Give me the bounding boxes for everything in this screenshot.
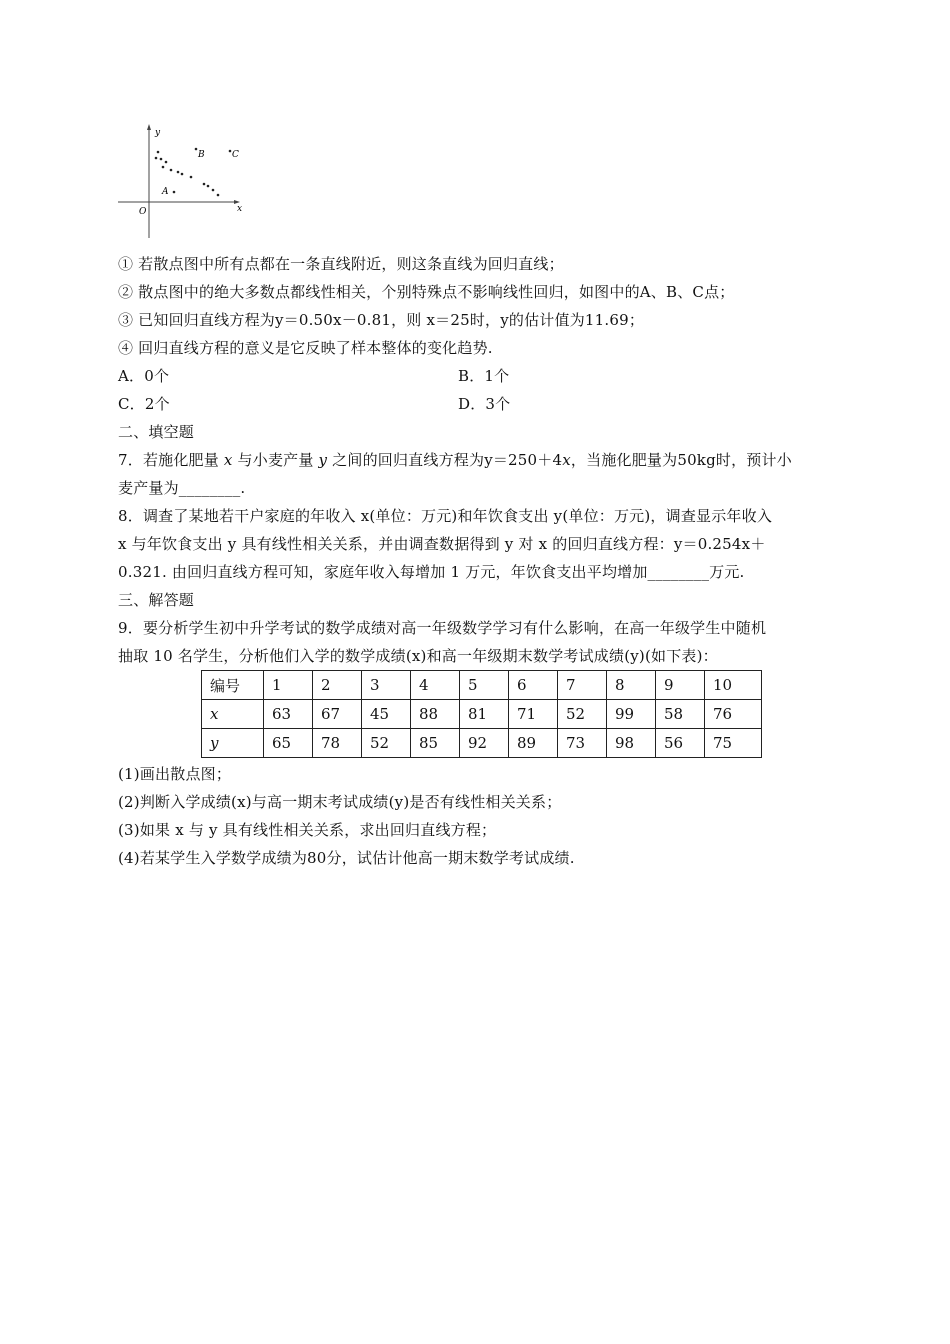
table-cell: 5 — [460, 671, 509, 700]
q7-text: 之间的回归直线方程为y＝250＋4 — [327, 451, 563, 469]
table-cell: 2 — [313, 671, 362, 700]
table-cell: 71 — [509, 700, 558, 729]
scatter-point-b — [195, 148, 198, 151]
q7-text: 与小麦产量 — [232, 451, 319, 469]
table-cell: 73 — [558, 729, 607, 758]
statement-1: ① 若散点图中所有点都在一条直线附近，则这条直线为回归直线； — [118, 255, 564, 273]
statement-2: ② 散点图中的绝大多数点都线性相关，个别特殊点不影响线性回归，如图中的A、B、C点； — [118, 283, 735, 301]
table-cell: 3 — [362, 671, 411, 700]
scatter-point — [217, 194, 220, 197]
point-label-c: C — [232, 150, 239, 160]
table-cell: 89 — [509, 729, 558, 758]
statement-3: ③ 已知回归直线方程为y＝0.50x－0.81，则 x＝25时，y的估计值为11.69； — [118, 311, 645, 329]
scatter-point — [155, 157, 158, 160]
table-row-label-x: x — [202, 700, 264, 729]
table-cell: 56 — [656, 729, 705, 758]
table-cell: 9 — [656, 671, 705, 700]
option-c: C．2个 — [118, 395, 170, 413]
table-cell: 99 — [607, 700, 656, 729]
table-cell: 92 — [460, 729, 509, 758]
table-row-ids — [202, 671, 762, 700]
scatter-point — [170, 169, 173, 172]
table-cell: 76 — [705, 700, 762, 729]
scatter-point — [212, 189, 215, 192]
q8-line-3: 0.321. 由回归直线方程可知，家庭年收入每增加 1 万元，年饮食支出平均增加________万元. — [118, 563, 745, 581]
y-axis-arrow — [147, 124, 151, 130]
q7-var-y: y — [318, 451, 328, 469]
scatter-point — [160, 158, 163, 161]
scatter-point — [162, 166, 165, 169]
scatter-point — [181, 173, 184, 176]
section-fill-in-title: 二、填空题 — [118, 423, 195, 441]
q7-text: ，当施化肥量为50kg时，预计小 — [570, 451, 792, 469]
table-cell: 45 — [362, 700, 411, 729]
q7-line-1 — [118, 446, 843, 474]
y-axis-label: y — [155, 128, 161, 138]
subquestion-1: (1)画出散点图； — [118, 765, 232, 783]
q8-line-1: 8．调查了某地若干户家庭的年收入 x(单位：万元)和年饮食支出 y(单位：万元)，调查显示年收入 — [118, 507, 773, 525]
table-cell: 67 — [313, 700, 362, 729]
table-cell: 85 — [411, 729, 460, 758]
table-cell: 10 — [705, 671, 762, 700]
data-table — [201, 670, 762, 758]
subquestion-2: (2)判断入学成绩(x)与高一期末考试成绩(y)是否有线性相关关系； — [118, 793, 562, 811]
table-cell: 81 — [460, 700, 509, 729]
table-cell: 98 — [607, 729, 656, 758]
table-cell: 78 — [313, 729, 362, 758]
table-cell: 4 — [411, 671, 460, 700]
scatter-point — [165, 161, 168, 164]
origin-label: O — [139, 207, 147, 217]
q7-var-x: x — [562, 451, 571, 469]
subquestion-3: (3)如果 x 与 y 具有线性相关关系，求出回归直线方程； — [118, 821, 497, 839]
option-a: A．0个 — [118, 367, 170, 385]
table-cell: 88 — [411, 700, 460, 729]
table-cell: 75 — [705, 729, 762, 758]
table-cell: 63 — [264, 700, 313, 729]
table-cell: 65 — [264, 729, 313, 758]
scatter-point — [207, 185, 210, 188]
options-row-1 — [118, 362, 843, 390]
table-row-label-y: y — [202, 729, 264, 758]
q7-text: 7．若施化肥量 — [118, 451, 224, 469]
q8-line-2: x 与年饮食支出 y 具有线性相关关系，并由调查数据得到 y 对 x 的回归直线方程：y＝0.254x＋ — [118, 535, 766, 553]
statement-4: ④ 回归直线方程的意义是它反映了样本整体的变化趋势. — [118, 339, 493, 357]
q9-line-2: 抽取 10 名学生，分析他们入学的数学成绩(x)和高一年级期末数学考试成绩(y)(如下表)： — [118, 647, 718, 665]
subquestions — [118, 760, 843, 872]
table-cell: 8 — [607, 671, 656, 700]
scatter-point — [190, 176, 193, 179]
point-label-a: A — [162, 187, 169, 197]
table-cell: 1 — [264, 671, 313, 700]
table-row-x — [202, 700, 762, 729]
q7-line-2: 麦产量为________. — [118, 479, 246, 497]
options-row-2 — [118, 390, 843, 418]
scatter-point — [157, 151, 160, 154]
table-cell: 58 — [656, 700, 705, 729]
subquestion-4: (4)若某学生入学数学成绩为80分，试估计他高一期末数学考试成绩. — [118, 849, 575, 867]
scatter-point — [177, 171, 180, 174]
table-cell: 7 — [558, 671, 607, 700]
table-cell: 6 — [509, 671, 558, 700]
point-label-b: B — [198, 150, 205, 160]
q7-var-x: x — [223, 451, 233, 469]
x-axis-label: x — [237, 204, 243, 214]
scatter-point — [203, 183, 206, 186]
question-body — [118, 250, 843, 670]
table-header-label: 编号 — [202, 671, 264, 700]
section-solve-title: 三、解答题 — [118, 591, 195, 609]
table-cell: 52 — [558, 700, 607, 729]
option-b: B．1个 — [458, 367, 510, 385]
q9-line-1: 9．要分析学生初中升学考试的数学成绩对高一年级数学学习有什么影响，在高一年级学生中随机 — [118, 619, 767, 637]
scatter-point-c — [229, 150, 232, 153]
table-cell: 52 — [362, 729, 411, 758]
scatter-point-a — [173, 191, 176, 194]
scatter-plot-figure — [112, 120, 252, 245]
option-d: D．3个 — [458, 395, 511, 413]
table-row-y — [202, 729, 762, 758]
